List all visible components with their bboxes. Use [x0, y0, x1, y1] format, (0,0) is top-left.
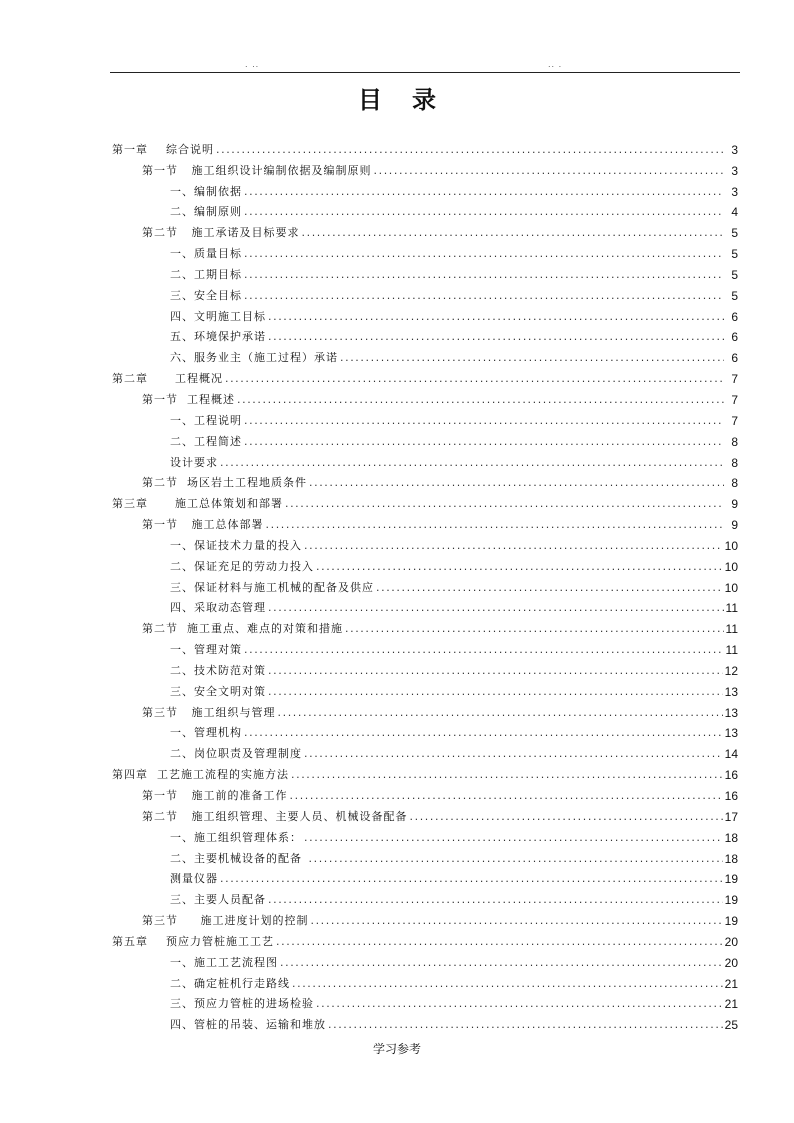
toc-entry-title: 六、服务业主（施工过程）承诺: [170, 351, 338, 365]
toc-entry-page: 5: [731, 288, 738, 303]
toc-dot-leader: [309, 852, 723, 866]
toc-entry-title: 一、质量目标: [170, 247, 242, 261]
toc-dot-leader: [268, 330, 724, 344]
toc-entry-label: [112, 768, 289, 782]
toc-entry-label: [170, 977, 290, 991]
toc-entry-label: [170, 268, 242, 282]
toc-dot-leader: [278, 706, 723, 720]
toc-entry[interactable]: [112, 303, 738, 324]
page-footer: 学习参考: [372, 1042, 421, 1056]
toc-dot-leader: [268, 601, 724, 615]
toc-entry-page: 12: [724, 663, 738, 678]
toc-entry[interactable]: [112, 949, 738, 970]
toc-dot-leader: [276, 935, 723, 949]
toc-dot-leader: [244, 205, 724, 219]
toc-entry-label: [170, 956, 278, 970]
toc-dot-leader: [376, 581, 723, 595]
toc-entry-label: [142, 518, 264, 532]
toc-entry-title: 二、技术防范对策: [170, 663, 266, 677]
toc-entry-page: 17: [724, 809, 738, 824]
toc-dot-leader: [304, 539, 723, 553]
toc-entry[interactable]: [112, 970, 738, 991]
toc-entry[interactable]: [112, 782, 738, 803]
toc-entry-title: 二、保证充足的劳动力投入: [170, 559, 314, 573]
toc-dot-leader: [304, 747, 723, 761]
toc-dot-leader: [292, 977, 723, 991]
toc-dot-leader: [290, 789, 723, 803]
toc-entry-label: [142, 226, 300, 240]
toc-entry-title: 二、确定桩机行走路线: [170, 976, 290, 990]
toc-dot-leader: [268, 685, 723, 699]
toc-entry-title: 二、工程简述: [170, 434, 242, 448]
toc-entry-gap: [178, 393, 187, 407]
toc-entry-page: 13: [724, 726, 738, 741]
toc-entry-title: 三、保证材料与施工机械的配备及供应: [170, 580, 374, 594]
toc-entry-gap: [148, 935, 166, 949]
toc-entry-label: [170, 456, 218, 470]
toc-entry-page: 3: [731, 163, 738, 178]
toc-entry[interactable]: [112, 470, 738, 491]
header-rule: [110, 72, 740, 73]
toc-entry[interactable]: [112, 386, 738, 407]
toc-entry[interactable]: [112, 490, 738, 511]
toc-entry-label: [170, 539, 302, 553]
toc-entry-label: [170, 1018, 326, 1032]
toc-entry[interactable]: [112, 324, 738, 345]
toc-entry[interactable]: [112, 615, 738, 636]
toc-entry-number: 第二节: [142, 622, 178, 636]
toc-entry-page: 11: [725, 622, 738, 637]
toc-entry-page: 7: [731, 372, 738, 387]
toc-entry-title: 五、环境保护承诺: [170, 330, 266, 344]
toc-entry-label: [170, 310, 266, 324]
toc-entry-label: [170, 435, 242, 449]
toc-entry-page: 19: [724, 872, 738, 887]
toc-entry-label: [170, 601, 266, 615]
toc-entry-title: 一、工程说明: [170, 413, 242, 427]
toc-entry-title: 施工进度计划的控制: [200, 914, 309, 928]
toc-entry[interactable]: [112, 282, 738, 303]
toc-entry-label: [170, 685, 266, 699]
toc-entry-title: 四、管桩的吊装、运输和堆放: [170, 1018, 326, 1032]
toc-entry-title: 三、主要人员配备: [170, 893, 266, 907]
toc-entry-page: 11: [725, 643, 738, 658]
toc-entry-page: 10: [724, 559, 738, 574]
toc-entry[interactable]: [112, 407, 738, 428]
toc-entry-label: [142, 393, 235, 407]
toc-entry[interactable]: [112, 449, 738, 470]
toc-dot-leader: [244, 289, 724, 303]
toc-entry-page: 10: [724, 538, 738, 553]
toc-entry-label: [112, 372, 223, 386]
toc-entry-label: [170, 831, 302, 845]
toc-entry-page: 8: [731, 455, 738, 470]
toc-entry-number: 第一章: [112, 142, 148, 156]
toc-entry-title: 施工总体策划和部署: [174, 497, 283, 511]
toc-dot-leader: [309, 476, 724, 490]
toc-entry[interactable]: [112, 574, 738, 595]
toc-dot-leader: [244, 414, 724, 428]
toc-entry-label: [170, 726, 242, 740]
toc-dot-leader: [291, 768, 723, 782]
toc-entry-number: 第一节: [142, 163, 178, 177]
toc-entry-gap: [178, 164, 192, 178]
toc-entry[interactable]: [112, 886, 738, 907]
toc-entry-page: 3: [731, 184, 738, 199]
toc-entry-title: 二、岗位职责及管理制度: [170, 747, 302, 761]
toc-entry-gap: [178, 476, 187, 490]
toc-dot-leader: [328, 1018, 723, 1032]
toc-entry-number: 第三节: [142, 705, 178, 719]
toc-entry-label: [170, 289, 242, 303]
toc-entry-title: 测量仪器: [170, 872, 218, 886]
toc-entry-page: 19: [724, 893, 738, 908]
toc-entry-label: [170, 643, 242, 657]
toc-entry-page: 8: [731, 434, 738, 449]
toc-entry-label: [112, 143, 214, 157]
toc-entry-page: 5: [731, 247, 738, 262]
toc-entry[interactable]: [112, 824, 738, 845]
toc-entry[interactable]: [112, 657, 738, 678]
toc-entry-title: 一、管理对策: [170, 643, 242, 657]
toc-entry-page: 10: [724, 580, 738, 595]
toc-dot-leader: [374, 164, 725, 178]
toc-entry-label: [170, 997, 314, 1011]
toc-dot-leader: [244, 726, 723, 740]
toc-dot-leader: [237, 393, 724, 407]
toc-entry-gap: [178, 622, 187, 636]
toc-entry-page: 4: [731, 205, 738, 220]
toc-entry-number: 第三节: [142, 914, 178, 928]
toc-entry-gap: [148, 497, 175, 511]
toc-dot-leader: [316, 997, 723, 1011]
toc-entry-gap: [148, 768, 157, 782]
toc-entry-title: 二、工期目标: [170, 267, 242, 281]
toc-entry-label: [170, 351, 338, 365]
toc-entry[interactable]: [112, 553, 738, 574]
page-title: 目录: [358, 85, 466, 114]
toc-entry-number: 第一节: [142, 392, 178, 406]
toc-entry-gap: [178, 518, 192, 532]
toc-entry-label: [170, 872, 218, 886]
toc-entry[interactable]: [112, 636, 738, 657]
toc-entry[interactable]: [112, 991, 738, 1012]
toc-entry[interactable]: [112, 199, 738, 220]
toc-entry-page: 25: [724, 1018, 738, 1033]
toc-entry[interactable]: [112, 595, 738, 616]
toc-entry-number: 第二节: [142, 476, 178, 490]
toc-entry-page: 20: [724, 955, 738, 970]
toc-entry-page: 11: [725, 601, 738, 616]
toc-entry-label: [170, 560, 314, 574]
toc-entry-title: 四、文明施工目标: [170, 309, 266, 323]
toc-entry-page: 20: [724, 934, 738, 949]
toc-entry-number: 第四章: [112, 768, 148, 782]
toc-entry[interactable]: [112, 761, 738, 782]
toc-entry-title: 一、保证技术力量的投入: [170, 538, 302, 552]
toc-entry-page: 8: [731, 476, 738, 491]
toc-entry[interactable]: [112, 678, 738, 699]
toc-entry-label: [170, 664, 266, 678]
toc-entry-title: 施工组织与管理: [191, 705, 276, 719]
toc-entry[interactable]: [112, 928, 738, 949]
toc-entry[interactable]: [112, 240, 738, 261]
toc-dot-leader: [280, 956, 723, 970]
toc-dot-leader: [340, 351, 724, 365]
toc-entry-title: 一、施工工艺流程图: [170, 955, 278, 969]
toc-dot-leader: [316, 560, 723, 574]
toc-entry-gap: [178, 914, 200, 928]
toc-entry-page: 7: [731, 392, 738, 407]
toc-entry[interactable]: [112, 511, 738, 532]
toc-entry-page: 21: [724, 976, 738, 991]
toc-entry-title: 工程概况: [174, 372, 223, 386]
toc-entry-title: 设计要求: [170, 455, 218, 469]
toc-entry-label: [170, 747, 302, 761]
toc-entry-label: [170, 247, 242, 261]
toc-entry-number: 第二节: [142, 226, 178, 240]
toc-entry-page: 5: [731, 267, 738, 282]
toc-dot-leader: [244, 247, 724, 261]
toc-entry-page: 6: [731, 330, 738, 345]
toc-entry-title: 施工承诺及目标要求: [191, 226, 300, 240]
toc-entry-title: 综合说明: [166, 142, 214, 156]
toc-dot-leader: [285, 497, 724, 511]
toc-dot-leader: [244, 268, 724, 282]
toc-entry-title: 工程概述: [187, 392, 235, 406]
toc-entry-title: 二、主要机械设备的配备: [170, 851, 307, 865]
toc-dot-leader: [244, 185, 724, 199]
toc-entry[interactable]: [112, 219, 738, 240]
toc-entry-label: [170, 330, 266, 344]
toc-entry-number: 第二节: [142, 809, 178, 823]
toc-entry[interactable]: [112, 532, 738, 553]
toc-entry-label: [170, 581, 374, 595]
toc-entry-label: [170, 414, 242, 428]
toc-entry-page: 6: [731, 309, 738, 324]
toc-entry[interactable]: [112, 699, 738, 720]
toc-entry-page: 7: [731, 413, 738, 428]
toc-entry-page: 14: [724, 747, 738, 762]
toc-entry-label: [142, 789, 288, 803]
toc-entry-gap: [178, 789, 192, 803]
toc-entry-label: [170, 205, 242, 219]
toc-entry-page: 16: [724, 768, 738, 783]
toc-entry-label: [112, 935, 274, 949]
toc-entry-number: 第三章: [112, 497, 148, 511]
toc-entry[interactable]: [112, 720, 738, 741]
toc-dot-leader: [302, 226, 725, 240]
toc-entry-title: 预应力管桩施工工艺: [166, 934, 274, 948]
toc-dot-leader: [244, 643, 724, 657]
toc-entry-title: 一、施工组织管理体系：: [170, 830, 302, 844]
toc-entry-label: [170, 852, 307, 866]
table-of-contents: [112, 136, 738, 1032]
toc-entry-label: [170, 893, 266, 907]
toc-entry-gap: [178, 226, 192, 240]
toc-entry-label: [170, 185, 242, 199]
toc-entry-title: 施工前的准备工作: [191, 789, 288, 802]
toc-entry-page: 19: [724, 914, 738, 929]
toc-entry[interactable]: [112, 866, 738, 887]
toc-entry[interactable]: [112, 178, 738, 199]
toc-dot-leader: [244, 435, 724, 449]
toc-entry-label: [142, 706, 276, 720]
toc-entry-title: 二、编制原则: [170, 205, 242, 219]
toc-entry-page: 6: [731, 351, 738, 366]
toc-entry-page: 18: [724, 830, 738, 845]
toc-dot-leader: [268, 310, 724, 324]
toc-entry-page: 5: [731, 226, 738, 241]
toc-entry[interactable]: [112, 907, 738, 928]
toc-entry-label: [112, 497, 283, 511]
toc-entry-label: [142, 164, 372, 178]
toc-entry-title: 施工组织设计编制依据及编制原则: [191, 163, 372, 177]
toc-dot-leader: [225, 372, 724, 386]
toc-entry[interactable]: [112, 261, 738, 282]
toc-entry-number: 第五章: [112, 934, 148, 948]
toc-entry[interactable]: [112, 740, 738, 761]
toc-dot-leader: [345, 622, 724, 636]
toc-entry-number: 第一节: [142, 518, 178, 532]
toc-entry-page: 13: [724, 684, 738, 699]
toc-dot-leader: [220, 872, 723, 886]
toc-entry-page: 18: [724, 851, 738, 866]
toc-entry-title: 四、采取动态管理: [170, 601, 266, 615]
toc-dot-leader: [410, 810, 723, 824]
toc-entry[interactable]: [112, 1011, 738, 1032]
toc-entry[interactable]: [112, 344, 738, 365]
toc-entry[interactable]: [112, 365, 738, 386]
toc-dot-leader: [310, 914, 722, 928]
toc-entry-page: 9: [731, 518, 738, 533]
header-dots-left: . ..: [245, 60, 260, 69]
toc-dot-leader: [220, 456, 724, 470]
toc-entry-title: 三、预应力管桩的进场检验: [170, 997, 314, 1011]
toc-entry-title: 三、安全目标: [170, 288, 242, 302]
toc-entry[interactable]: [112, 845, 738, 866]
toc-entry-gap: [148, 372, 175, 386]
toc-entry-title: 施工组织管理、主要人员、机械设备配备: [191, 809, 408, 823]
toc-entry-title: 施工重点、难点的对策和措施: [187, 622, 343, 636]
toc-entry-gap: [178, 810, 192, 824]
toc-entry-title: 施工总体部署: [191, 518, 264, 532]
toc-entry[interactable]: [112, 803, 738, 824]
toc-entry-title: 一、编制依据: [170, 184, 242, 198]
toc-entry[interactable]: [112, 136, 738, 157]
toc-entry-title: 场区岩土工程地质条件: [187, 476, 307, 490]
toc-entry-page: 16: [724, 789, 738, 803]
toc-entry-title: 三、安全文明对策: [170, 684, 266, 698]
toc-entry-label: [142, 476, 307, 490]
toc-entry-gap: [148, 143, 166, 157]
toc-entry-page: 9: [731, 497, 738, 512]
toc-dot-leader: [304, 831, 723, 845]
toc-entry-title: 一、管理机构: [170, 726, 242, 740]
toc-entry-gap: [178, 706, 192, 720]
toc-entry[interactable]: [112, 428, 738, 449]
toc-entry-page: 3: [731, 142, 738, 157]
toc-entry-number: 第一节: [142, 789, 178, 802]
toc-dot-leader: [216, 143, 724, 157]
header-dots-right: .. .: [548, 60, 563, 69]
toc-dot-leader: [268, 893, 723, 907]
toc-dot-leader: [266, 518, 725, 532]
toc-entry-label: [142, 810, 408, 824]
toc-entry-page: 13: [724, 705, 738, 720]
toc-entry-number: 第二章: [112, 372, 148, 386]
toc-entry-label: [142, 622, 343, 636]
toc-entry-label: [142, 914, 308, 928]
toc-entry-page: 21: [724, 997, 738, 1012]
toc-entry[interactable]: [112, 157, 738, 178]
toc-entry-title: 工艺施工流程的实施方法: [157, 768, 289, 782]
toc-dot-leader: [268, 664, 723, 678]
